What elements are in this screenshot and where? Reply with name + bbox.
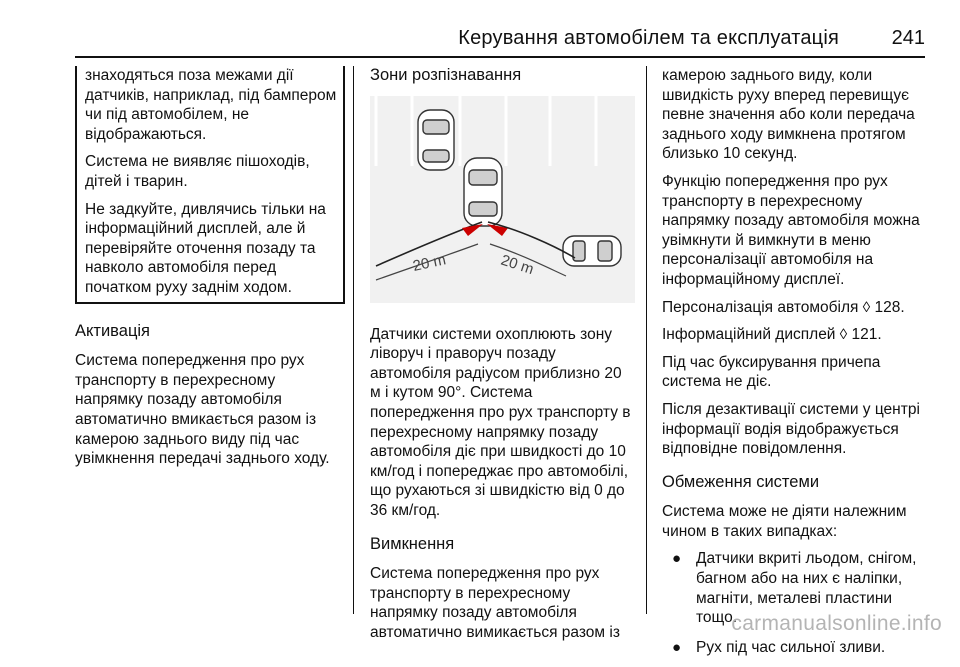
parking-bay-lines [376,96,596,166]
column-3 [662,66,930,667]
page-number: 241 [891,27,925,49]
column-1 [75,66,345,477]
list-item: ● Рух під час сильної зливи. [672,638,886,656]
zone-highlight-right [487,224,508,236]
column-divider-1 [353,66,354,614]
warning-paragraph: Система не виявляє пішоходів, дітей і тварин. [85,153,310,190]
warning-paragraph: знаходяться поза межами дії датчиків, наприклад, під бампером чи під автомобілем, не відображаються. [85,67,337,143]
header-title: Керування автомобілем та експлуатація [458,27,839,49]
reference-info-display: Інформаційний дисплей ◊ 121. [662,326,882,344]
detection-zones-figure [370,96,635,303]
activation-heading: Активація [75,321,150,340]
page-ref-icon: ◊ [839,326,848,344]
parked-car [418,110,454,170]
detection-zones-illustration [370,96,635,303]
page-ref-number: 121 [851,326,878,344]
bullet-icon: ● [672,550,682,568]
function-text: Функцію попередження про рух транспорту в перехресному напрямку позаду автомобіля можна увімкнути й вимкнути в меню персоналізації автомобіля на інформаційному дисплеї. [662,172,920,288]
bullet-icon: ● [672,638,682,656]
reference-personalization: Персоналізація автомобіля ◊ 128. [662,298,905,316]
distance-label-left: 20 m [411,250,448,275]
continuation-text: камерою заднього виду, коли швидкість руху вперед перевищує певне значення або коли передача заднього ходу вимкнена протягом близько 10 секунд. [662,67,915,163]
off-text: Система попередження про рух транспорту в перехресному напрямку позаду автомобіля автоматично вимикається разом із [370,565,620,641]
warning-paragraph: Не задкуйте, дивлячись тільки на інформаційний дисплей, але й перевіряйте оточення позаду та навколо автомобіля перед початком руху заднім ходом. [85,200,326,296]
column-divider-2 [646,66,647,614]
limits-heading: Обмеження системи [662,472,820,491]
off-heading: Вимкнення [370,534,455,553]
reversing-car [464,158,502,226]
column-2 [370,66,635,651]
activation-text: Система попередження про рух транспорту в перехресному напрямку позаду автомобіля автоматично вмикається разом із камерою заднього виду під час увімкнення передачі заднього ходу. [75,352,330,468]
zones-heading: Зони розпізнавання [370,66,522,84]
page-ref-number: 128 [874,298,901,316]
towing-text: Під час буксирування причепа система не діє. [662,353,881,391]
deactivation-text: Після дезактивації системи у центрі інформації водія відображується відповідне повідомлення. [662,400,920,458]
warning-box [75,66,345,304]
list-item: ● Датчики вкриті льодом, снігом, багном або на них є наліпки, магніти, металеві пластини тощо. [672,550,917,627]
page-header [75,24,925,58]
watermark: carmanualsonline.info [731,612,942,635]
distance-label-right: 20 m [498,251,536,278]
limits-list [662,549,930,657]
page-ref-icon: ◊ [862,298,871,316]
limits-intro: Система може не діяти належним чином в таких випадках: [662,503,907,540]
crossing-car [563,236,621,266]
zones-text: Датчики системи охоплюють зону ліворуч і праворуч позаду автомобіля радіусом приблизно 20 м і кутом 90°. Система попередження про рух транспорту в перехресному напрямку позаду автомобіля діє при швидкості до 10 км/год і попереджає про автомобілі, що рухаються зі швидкістю від 0 до 36 км/год. [370,325,631,519]
